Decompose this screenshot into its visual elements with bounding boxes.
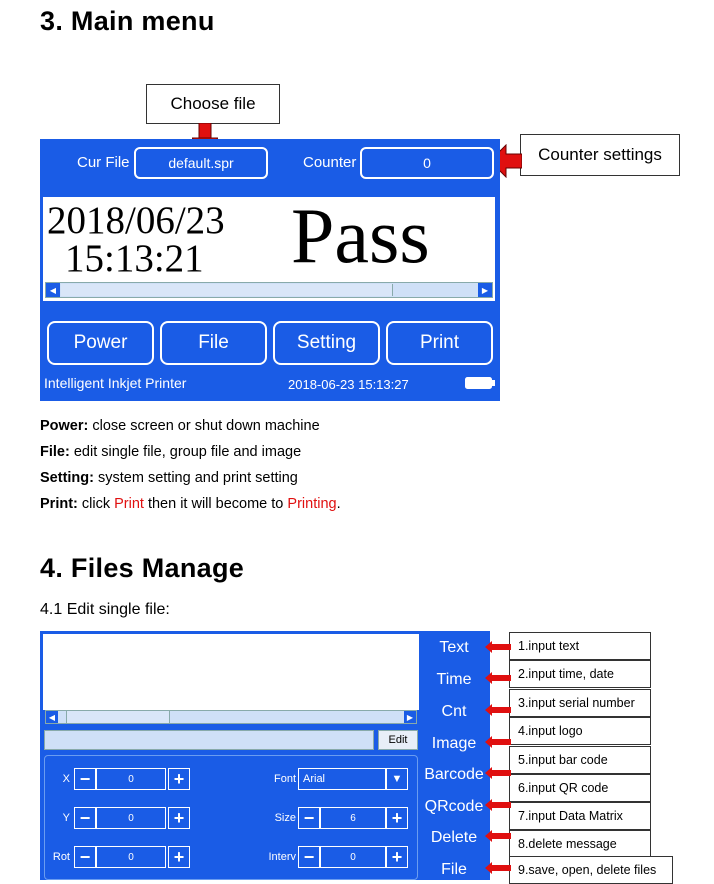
rot-minus-button[interactable]: − bbox=[74, 846, 96, 868]
arrow-left-icon bbox=[485, 862, 511, 874]
edit-button[interactable]: Edit bbox=[378, 730, 418, 750]
cur-file-field[interactable]: default.spr bbox=[134, 147, 268, 179]
x-value[interactable]: 0 bbox=[96, 768, 166, 790]
main-screen bbox=[40, 139, 500, 401]
section-title-main-menu: 3. Main menu bbox=[40, 6, 215, 36]
y-minus-button[interactable]: − bbox=[74, 807, 96, 829]
menu-barcode[interactable]: Barcode bbox=[424, 766, 484, 783]
callout-input-serial: 3.input serial number bbox=[509, 689, 651, 717]
rot-label: Rot bbox=[52, 851, 70, 863]
rot-plus-button[interactable]: + bbox=[168, 846, 190, 868]
canvas-scrollbar[interactable] bbox=[45, 710, 417, 724]
y-plus-button[interactable]: + bbox=[168, 807, 190, 829]
callout-input-datamatrix: 7.input Data Matrix bbox=[509, 802, 651, 830]
setting-button[interactable]: Setting bbox=[273, 321, 380, 365]
print-description: Print: click Print then it will become to Printing. bbox=[40, 496, 341, 512]
arrow-left-icon bbox=[485, 704, 511, 716]
scroll-right-icon[interactable]: ▶ bbox=[478, 283, 492, 297]
chevron-down-icon[interactable]: ▼ bbox=[386, 768, 408, 790]
text-input[interactable] bbox=[44, 730, 374, 750]
power-description: Power: close screen or shut down machine bbox=[40, 418, 320, 434]
menu-text[interactable]: Text bbox=[439, 639, 469, 656]
font-select[interactable]: Arial bbox=[298, 768, 386, 790]
counter-label: Counter bbox=[303, 154, 357, 171]
setting-description: Setting: system setting and print setting bbox=[40, 470, 298, 486]
interv-label: Interv bbox=[268, 851, 296, 863]
footer-datetime: 2018-06-23 15:13:27 bbox=[288, 377, 409, 392]
menu-file[interactable]: File bbox=[441, 861, 467, 878]
power-button[interactable]: Power bbox=[47, 321, 154, 365]
font-label: Font bbox=[273, 773, 296, 785]
menu-qrcode[interactable]: QRcode bbox=[424, 798, 484, 815]
size-value[interactable]: 6 bbox=[320, 807, 386, 829]
callout-input-time: 2.input time, date bbox=[509, 660, 651, 688]
callout-file: 9.save, open, delete files bbox=[509, 856, 673, 884]
print-button[interactable]: Print bbox=[386, 321, 493, 365]
interv-minus-button[interactable]: − bbox=[298, 846, 320, 868]
arrow-left-icon bbox=[485, 672, 511, 684]
size-plus-button[interactable]: + bbox=[386, 807, 408, 829]
y-label: Y bbox=[62, 812, 70, 824]
counter-settings-callout: Counter settings bbox=[520, 134, 680, 176]
callout-input-qrcode: 6.input QR code bbox=[509, 774, 651, 802]
scroll-left-icon[interactable]: ◀ bbox=[46, 283, 60, 297]
subsection-title: 4.1 Edit single file: bbox=[40, 601, 170, 618]
menu-image[interactable]: Image bbox=[431, 735, 477, 752]
y-value[interactable]: 0 bbox=[96, 807, 166, 829]
arrow-left-icon bbox=[485, 641, 511, 653]
counter-field[interactable]: 0 bbox=[360, 147, 494, 179]
callout-delete: 8.delete message bbox=[509, 830, 651, 858]
time-text: 15:13:21 bbox=[65, 237, 204, 280]
battery-icon bbox=[465, 377, 495, 389]
scroll-thumb[interactable] bbox=[66, 711, 170, 723]
file-description: File: edit single file, group file and image bbox=[40, 444, 302, 460]
horizontal-scrollbar[interactable] bbox=[45, 282, 493, 298]
callout-input-text: 1.input text bbox=[509, 632, 651, 660]
x-minus-button[interactable]: − bbox=[74, 768, 96, 790]
menu-delete[interactable]: Delete bbox=[430, 829, 478, 846]
footer-app-name: Intelligent Inkjet Printer bbox=[44, 375, 187, 391]
file-button[interactable]: File bbox=[160, 321, 267, 365]
edit-file-screen bbox=[40, 631, 490, 880]
arrow-left-icon bbox=[485, 767, 511, 779]
callout-input-barcode: 5.input bar code bbox=[509, 746, 651, 774]
scroll-thumb[interactable] bbox=[61, 284, 393, 296]
interv-value[interactable]: 0 bbox=[320, 846, 386, 868]
arrow-left-icon bbox=[485, 830, 511, 842]
section-title-files-manage: 4. Files Manage bbox=[40, 553, 245, 583]
date-text: 2018/06/23 bbox=[47, 199, 225, 242]
scroll-right-icon[interactable]: ▶ bbox=[404, 711, 416, 723]
arrow-left-icon bbox=[485, 799, 511, 811]
callout-input-logo: 4.input logo bbox=[509, 717, 651, 745]
x-label: X bbox=[62, 773, 70, 785]
menu-cnt[interactable]: Cnt bbox=[441, 703, 467, 720]
edit-canvas[interactable] bbox=[43, 634, 419, 710]
rot-value[interactable]: 0 bbox=[96, 846, 166, 868]
cur-file-label: Cur File bbox=[77, 154, 130, 171]
choose-file-callout: Choose file bbox=[146, 84, 280, 124]
menu-time[interactable]: Time bbox=[436, 671, 472, 688]
interv-plus-button[interactable]: + bbox=[386, 846, 408, 868]
size-label: Size bbox=[274, 812, 296, 824]
size-minus-button[interactable]: − bbox=[298, 807, 320, 829]
scroll-left-icon[interactable]: ◀ bbox=[46, 711, 58, 723]
arrow-left-icon bbox=[485, 736, 511, 748]
status-text: Pass bbox=[291, 192, 430, 279]
x-plus-button[interactable]: + bbox=[168, 768, 190, 790]
